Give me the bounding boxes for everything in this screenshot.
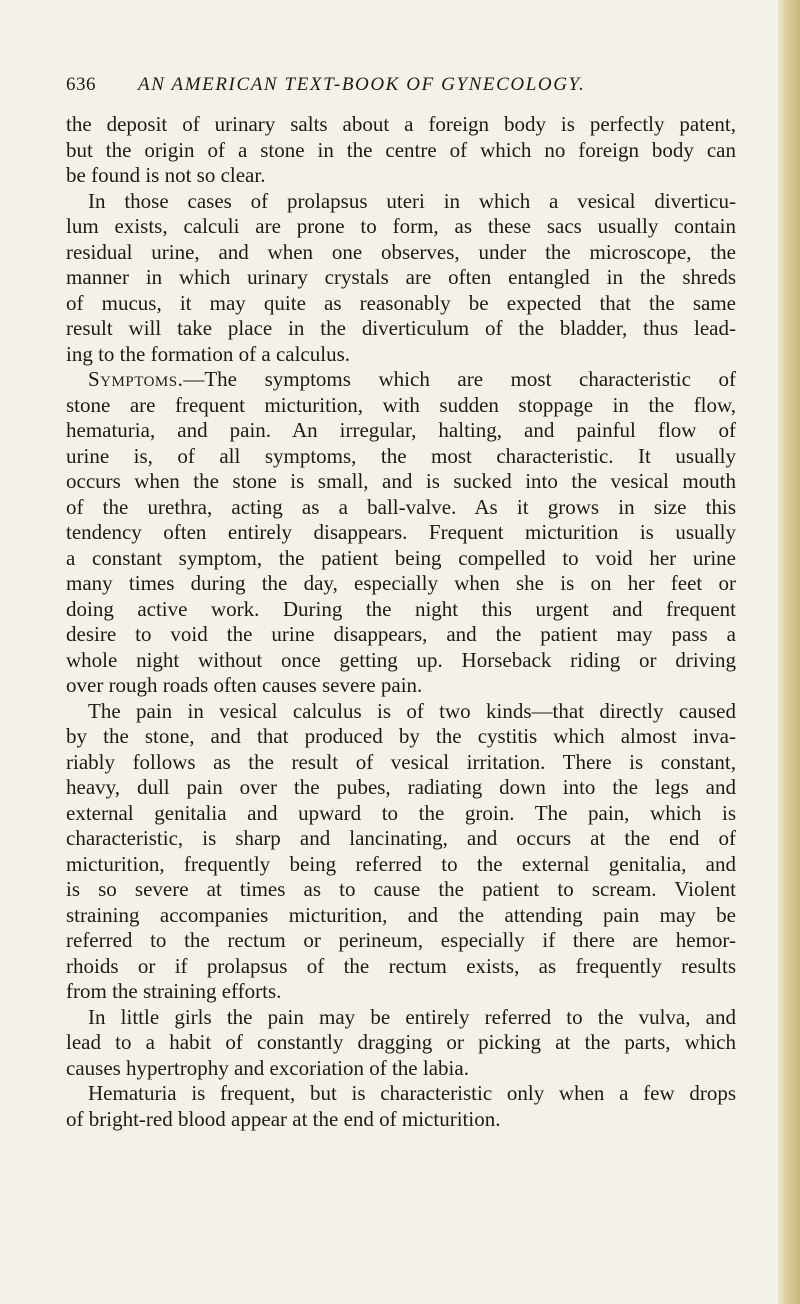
text-line: urine is, of all symptoms, the most characteristic. It usually xyxy=(66,443,736,468)
text-line: straining accompanies micturition, and the attending pain may be xyxy=(66,902,736,927)
text-line: desire to void the urine disappears, and the patient may pass a xyxy=(66,622,736,646)
text-line: be found is not so clear. xyxy=(66,163,266,187)
text-line: tendency often entirely disappears. Frequent micturition is usually xyxy=(66,520,736,544)
text-line: —The symptoms which are most characteristic of xyxy=(183,367,736,391)
text-line: heavy, dull pain over the pubes, radiating down into the legs and xyxy=(66,775,736,799)
text-line: lead to a habit of constantly dragging or picking at the parts, which xyxy=(66,1030,736,1054)
text-line: residual urine, and when one observes, under the microscope, the xyxy=(66,239,736,264)
text-line: occurs when the stone is small, and is sucked into the vesical mouth xyxy=(66,469,736,493)
text-line: a constant symptom, the patient being compelled to void her urine xyxy=(66,545,736,570)
text-line: over rough roads often causes severe pain. xyxy=(66,673,423,697)
text-line: manner in which urinary crystals are often entangled in the shreds xyxy=(66,265,736,289)
text-line: is so severe at times as to cause the patient to scream. Violent xyxy=(66,877,736,901)
text-line: stone are frequent micturition, with sudden stoppage in the flow, xyxy=(66,392,736,417)
text-line: external genitalia and upward to the groin. The pain, which is xyxy=(66,800,736,825)
text-line: whole night without once getting up. Horseback riding or driving xyxy=(66,647,736,672)
running-title: AN AMERICAN TEXT-BOOK OF GYNECOLOGY. xyxy=(138,74,586,95)
text-line: micturition, frequently being referred to the external genitalia, and xyxy=(66,851,736,876)
paragraph-start-line: The pain in vesical calculus is of two kinds—that directly caused xyxy=(88,698,736,723)
paragraph-start-line: In those cases of prolapsus uteri in which a vesical diverticu- xyxy=(88,188,736,213)
text-line: doing active work. During the night this urgent and frequent xyxy=(66,596,736,621)
text-line: many times during the day, especially when she is on her feet or xyxy=(66,571,736,595)
page-edge xyxy=(778,0,800,1304)
paragraph-start-line: In little girls the pain may be entirely referred to the vulva, and xyxy=(88,1004,736,1029)
text-line: of bright-red blood appear at the end of micturition. xyxy=(66,1106,501,1131)
text-line: the deposit of urinary salts about a foreign body is perfectly patent, xyxy=(66,112,736,136)
text-line: of the urethra, acting as a ball-valve. As it grows in size this xyxy=(66,494,736,519)
text-line: characteristic, is sharp and lancinating, and occurs at the end of xyxy=(66,826,736,850)
text-line: riably follows as the result of vesical irritation. There is constant, xyxy=(66,749,736,774)
text-line: but the origin of a stone in the centre of which no foreign body can xyxy=(66,137,736,162)
text-line: of mucus, it may quite as reasonably be expected that the same xyxy=(66,290,736,315)
text-line: ing to the formation of a calculus. xyxy=(66,341,351,366)
symptoms-paragraph-line xyxy=(66,367,736,393)
text-line: lum exists, calculi are prone to form, as these sacs usually contain xyxy=(66,214,736,238)
text-line: from the straining efforts. xyxy=(66,979,282,1003)
page-number: 636 xyxy=(66,74,96,95)
running-header xyxy=(66,70,726,100)
text-line: causes hypertrophy and excoriation of the labia. xyxy=(66,1055,469,1080)
text-line: rhoids or if prolapsus of the rectum exists, as frequently results xyxy=(66,953,736,978)
section-heading-symptoms: Symptoms. xyxy=(88,367,184,391)
paragraph-start-line: Hematuria is frequent, but is characteristic only when a few drops xyxy=(88,1081,736,1105)
text-line: result will take place in the diverticulum of the bladder, thus lead- xyxy=(66,316,736,340)
body-text xyxy=(66,112,736,1132)
text-line: by the stone, and that produced by the cystitis which almost inva- xyxy=(66,724,736,748)
text-line: hematuria, and pain. An irregular, halting, and painful flow of xyxy=(66,418,736,442)
text-line: referred to the rectum or perineum, especially if there are hemor- xyxy=(66,928,736,952)
